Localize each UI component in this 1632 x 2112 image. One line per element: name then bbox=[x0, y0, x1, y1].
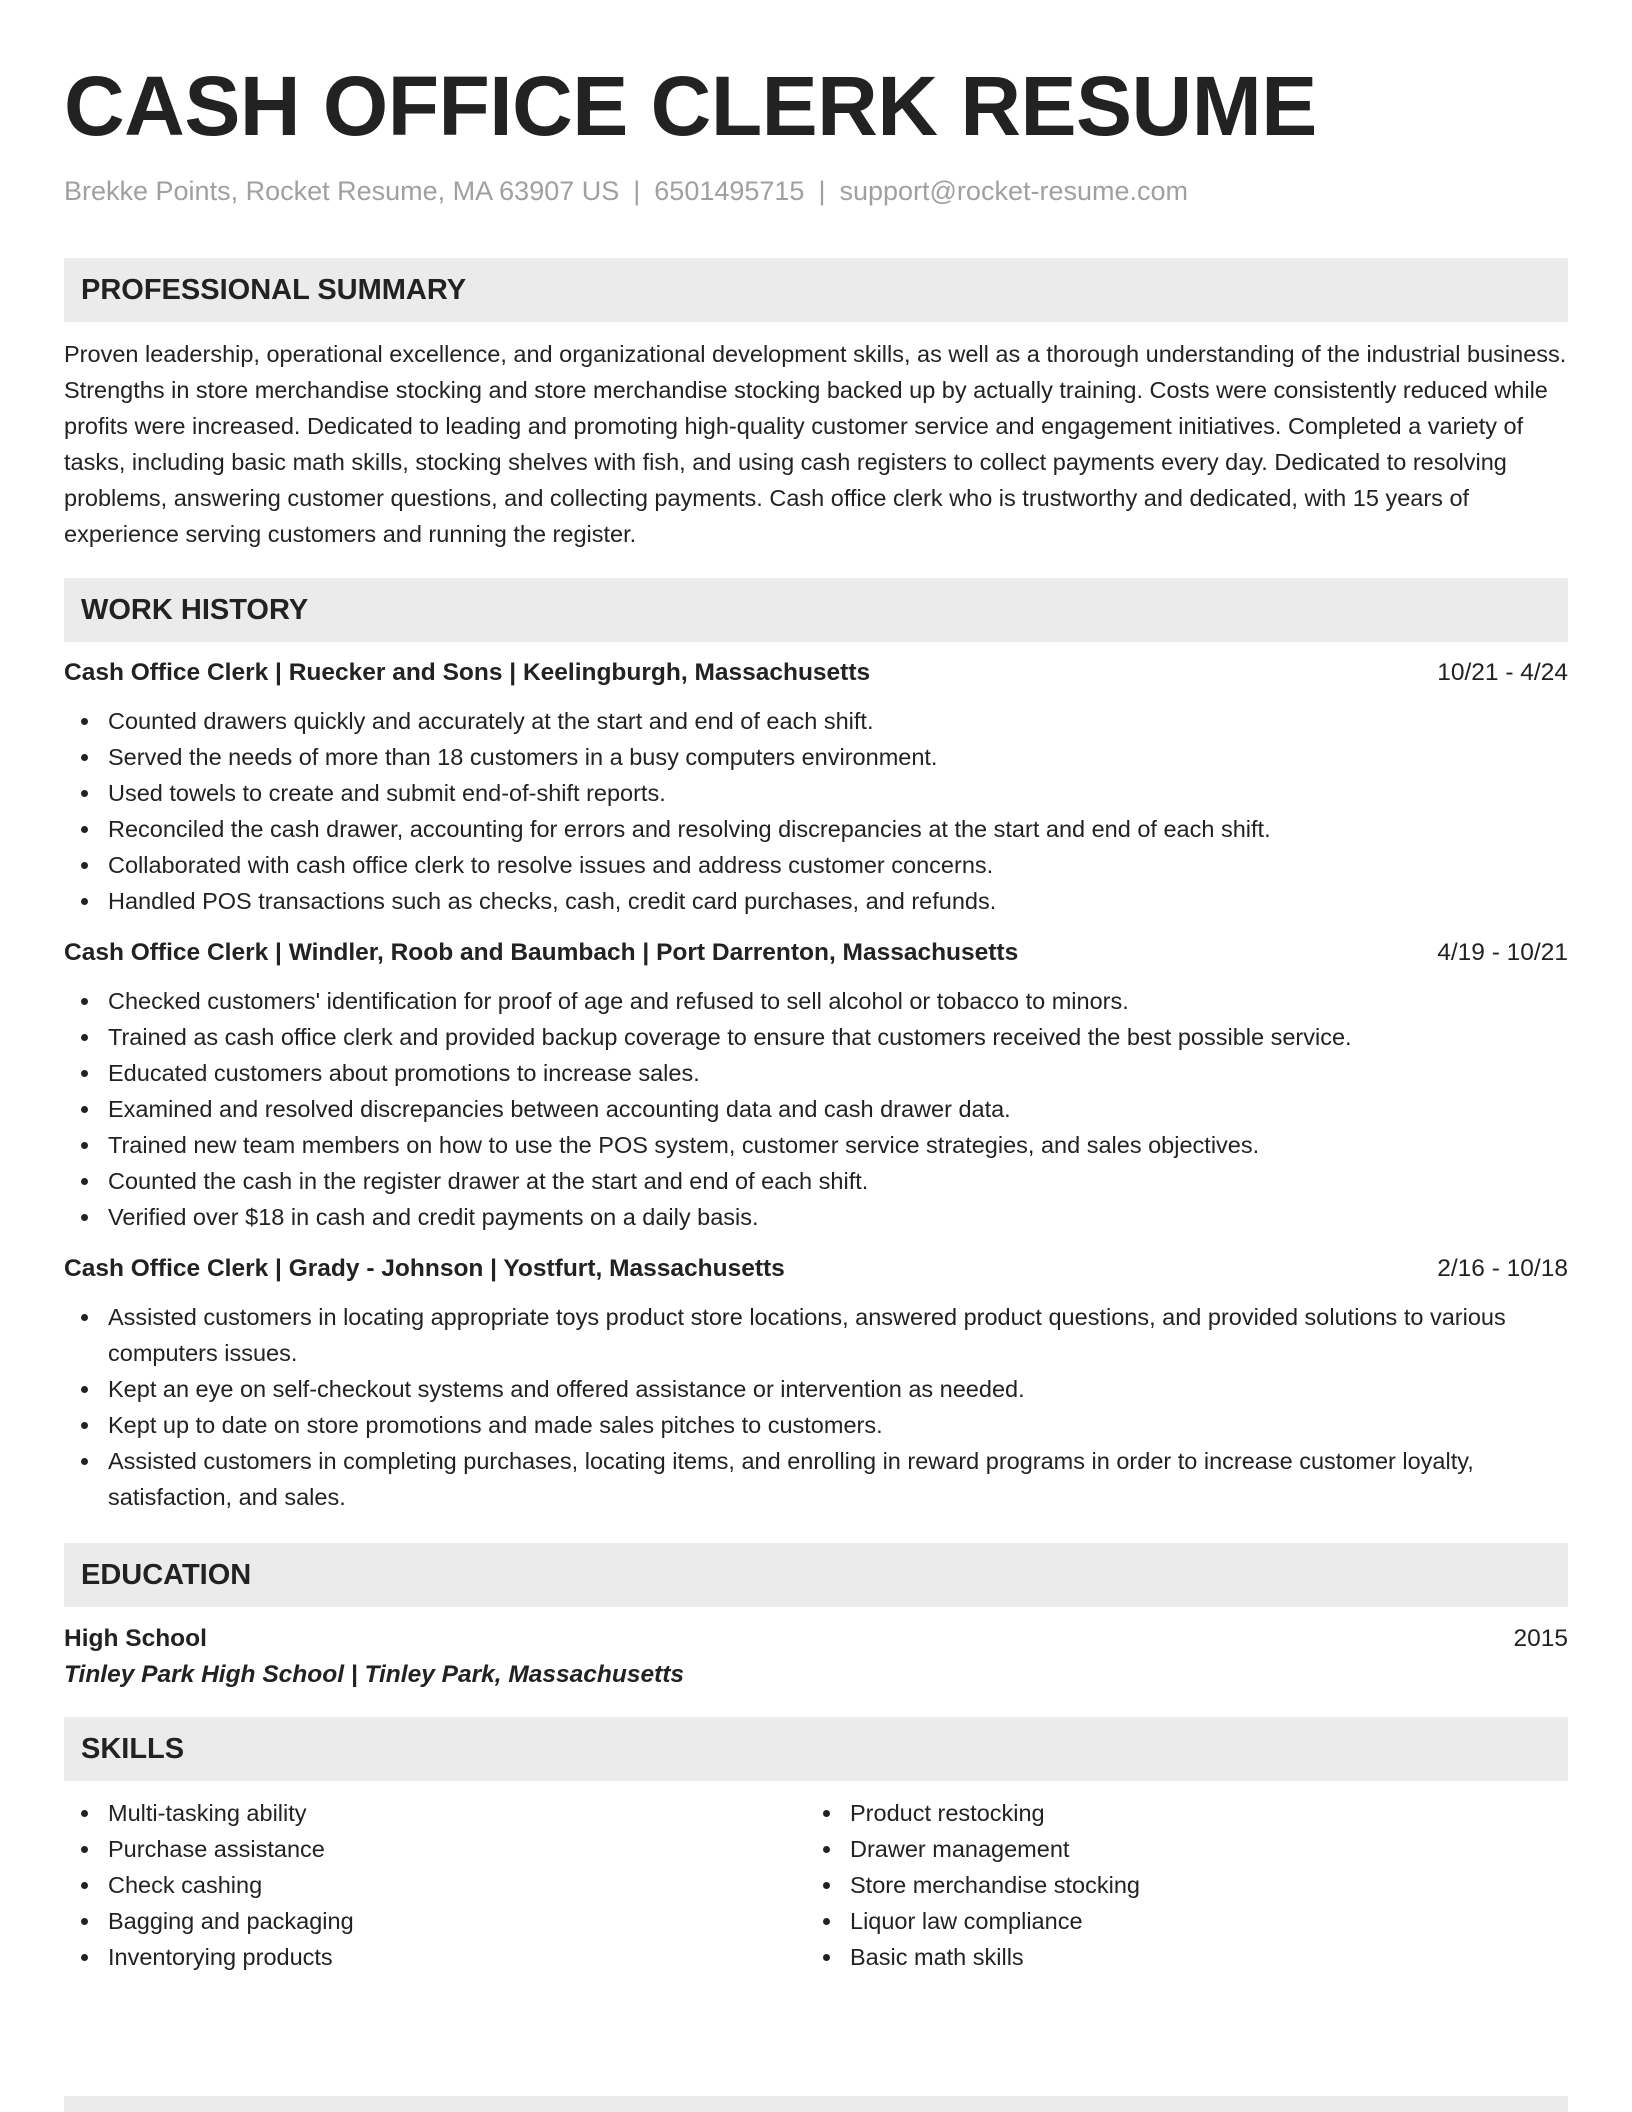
skill-item: Check cashing bbox=[64, 1867, 806, 1903]
job-bullet: Counted drawers quickly and accurately at the start and end of each shift. bbox=[64, 703, 1568, 739]
job-bullet: Assisted customers in locating appropriate toys product store locations, answered product questions, and provided solutions to various computers issues. bbox=[64, 1299, 1568, 1371]
contact-address: Brekke Points, Rocket Resume, MA 63907 US bbox=[64, 176, 620, 206]
contact-phone: 6501495715 bbox=[654, 176, 805, 206]
job-header bbox=[64, 939, 1568, 967]
skill-item: Drawer management bbox=[806, 1831, 1548, 1867]
job-bullet: Counted the cash in the register drawer at the start and end of each shift. bbox=[64, 1163, 1568, 1199]
skill-item: Purchase assistance bbox=[64, 1831, 806, 1867]
job-title: Cash Office Clerk | Windler, Roob and Baumbach | Port Darrenton, Massachusetts bbox=[64, 939, 1019, 966]
job-bullet: Educated customers about promotions to increase sales. bbox=[64, 1055, 1568, 1091]
job-bullet: Reconciled the cash drawer, accounting for errors and resolving discrepancies at the start and end of each shift. bbox=[64, 811, 1568, 847]
job-bullet: Verified over $18 in cash and credit payments on a daily basis. bbox=[64, 1199, 1568, 1235]
contact-separator: | bbox=[633, 176, 641, 206]
skill-item: Store merchandise stocking bbox=[806, 1867, 1548, 1903]
contact-email[interactable]: support@rocket-resume.com bbox=[839, 176, 1188, 206]
job-bullet: Collaborated with cash office clerk to resolve issues and address customer concerns. bbox=[64, 847, 1568, 883]
summary-heading: PROFESSIONAL SUMMARY bbox=[64, 258, 1568, 322]
job-entry bbox=[64, 659, 1568, 919]
education-entry bbox=[64, 1625, 1568, 1689]
job-bullet: Kept an eye on self-checkout systems and offered assistance or intervention as needed. bbox=[64, 1371, 1568, 1407]
skill-item: Basic math skills bbox=[806, 1939, 1548, 1975]
skill-item: Product restocking bbox=[806, 1795, 1548, 1831]
education-header bbox=[64, 1625, 1568, 1653]
job-bullet: Trained as cash office clerk and provided backup coverage to ensure that customers received the best possible service. bbox=[64, 1019, 1568, 1055]
job-dates: 4/19 - 10/21 bbox=[1437, 939, 1568, 966]
job-bullets bbox=[64, 703, 1568, 919]
skill-item: Inventorying products bbox=[64, 1939, 806, 1975]
resume-title: CASH OFFICE CLERK RESUME bbox=[64, 59, 1317, 153]
job-bullet: Assisted customers in completing purchases, locating items, and enrolling in reward programs in order to increase customer loyalty, satisfaction, and sales. bbox=[64, 1443, 1568, 1515]
contact-line bbox=[64, 176, 1568, 207]
job-entry bbox=[64, 1255, 1568, 1515]
education-year: 2015 bbox=[1513, 1625, 1568, 1652]
summary-text: Proven leadership, operational excellence, and organizational development skills, as well as a thorough understanding of the industrial business. Strengths in store merchandise stocking and store merchandise stocking backed up by actually training. Costs were consistently reduced while profits were increased. Dedicated to leading and promoting high-quality customer service and engagement initiatives. Completed a variety of tasks, including basic math skills, stocking shelves with fish, and using cash registers to collect payments every day. Dedicated to resolving problems, answering customer questions, and collecting payments. Cash office clerk who is trustworthy and dedicated, with 15 years of experience serving customers and running the register. bbox=[64, 341, 1567, 547]
job-header bbox=[64, 1255, 1568, 1283]
next-section-bar bbox=[64, 2096, 1568, 2112]
skills-list bbox=[64, 1795, 1568, 1975]
skills-heading: SKILLS bbox=[64, 1717, 1568, 1781]
job-bullets bbox=[64, 983, 1568, 1235]
job-bullet: Kept up to date on store promotions and made sales pitches to customers. bbox=[64, 1407, 1568, 1443]
job-bullet: Trained new team members on how to use the POS system, customer service strategies, and sales objectives. bbox=[64, 1127, 1568, 1163]
education-school: Tinley Park High School | Tinley Park, Massachusetts bbox=[64, 1661, 685, 1688]
job-bullets bbox=[64, 1299, 1568, 1515]
job-dates: 2/16 - 10/18 bbox=[1437, 1255, 1568, 1282]
job-title: Cash Office Clerk | Ruecker and Sons | Keelingburgh, Massachusetts bbox=[64, 659, 871, 686]
job-entry bbox=[64, 939, 1568, 1235]
job-bullet: Served the needs of more than 18 customers in a busy computers environment. bbox=[64, 739, 1568, 775]
job-bullet: Checked customers' identification for proof of age and refused to sell alcohol or tobacco to minors. bbox=[64, 983, 1568, 1019]
job-bullet: Handled POS transactions such as checks, cash, credit card purchases, and refunds. bbox=[64, 883, 1568, 919]
skills-column-right bbox=[806, 1795, 1548, 1975]
education-degree: High School bbox=[64, 1625, 207, 1652]
work-history-heading: WORK HISTORY bbox=[64, 578, 1568, 642]
job-header bbox=[64, 659, 1568, 687]
skill-item: Liquor law compliance bbox=[806, 1903, 1548, 1939]
contact-separator: | bbox=[818, 176, 826, 206]
skill-item: Multi-tasking ability bbox=[64, 1795, 806, 1831]
education-heading: EDUCATION bbox=[64, 1543, 1568, 1607]
job-bullet: Examined and resolved discrepancies between accounting data and cash drawer data. bbox=[64, 1091, 1568, 1127]
skill-item: Bagging and packaging bbox=[64, 1903, 806, 1939]
job-bullet: Used towels to create and submit end-of-shift reports. bbox=[64, 775, 1568, 811]
skills-column-left bbox=[64, 1795, 806, 1975]
job-title: Cash Office Clerk | Grady - Johnson | Yostfurt, Massachusetts bbox=[64, 1255, 785, 1282]
job-dates: 10/21 - 4/24 bbox=[1437, 659, 1568, 686]
